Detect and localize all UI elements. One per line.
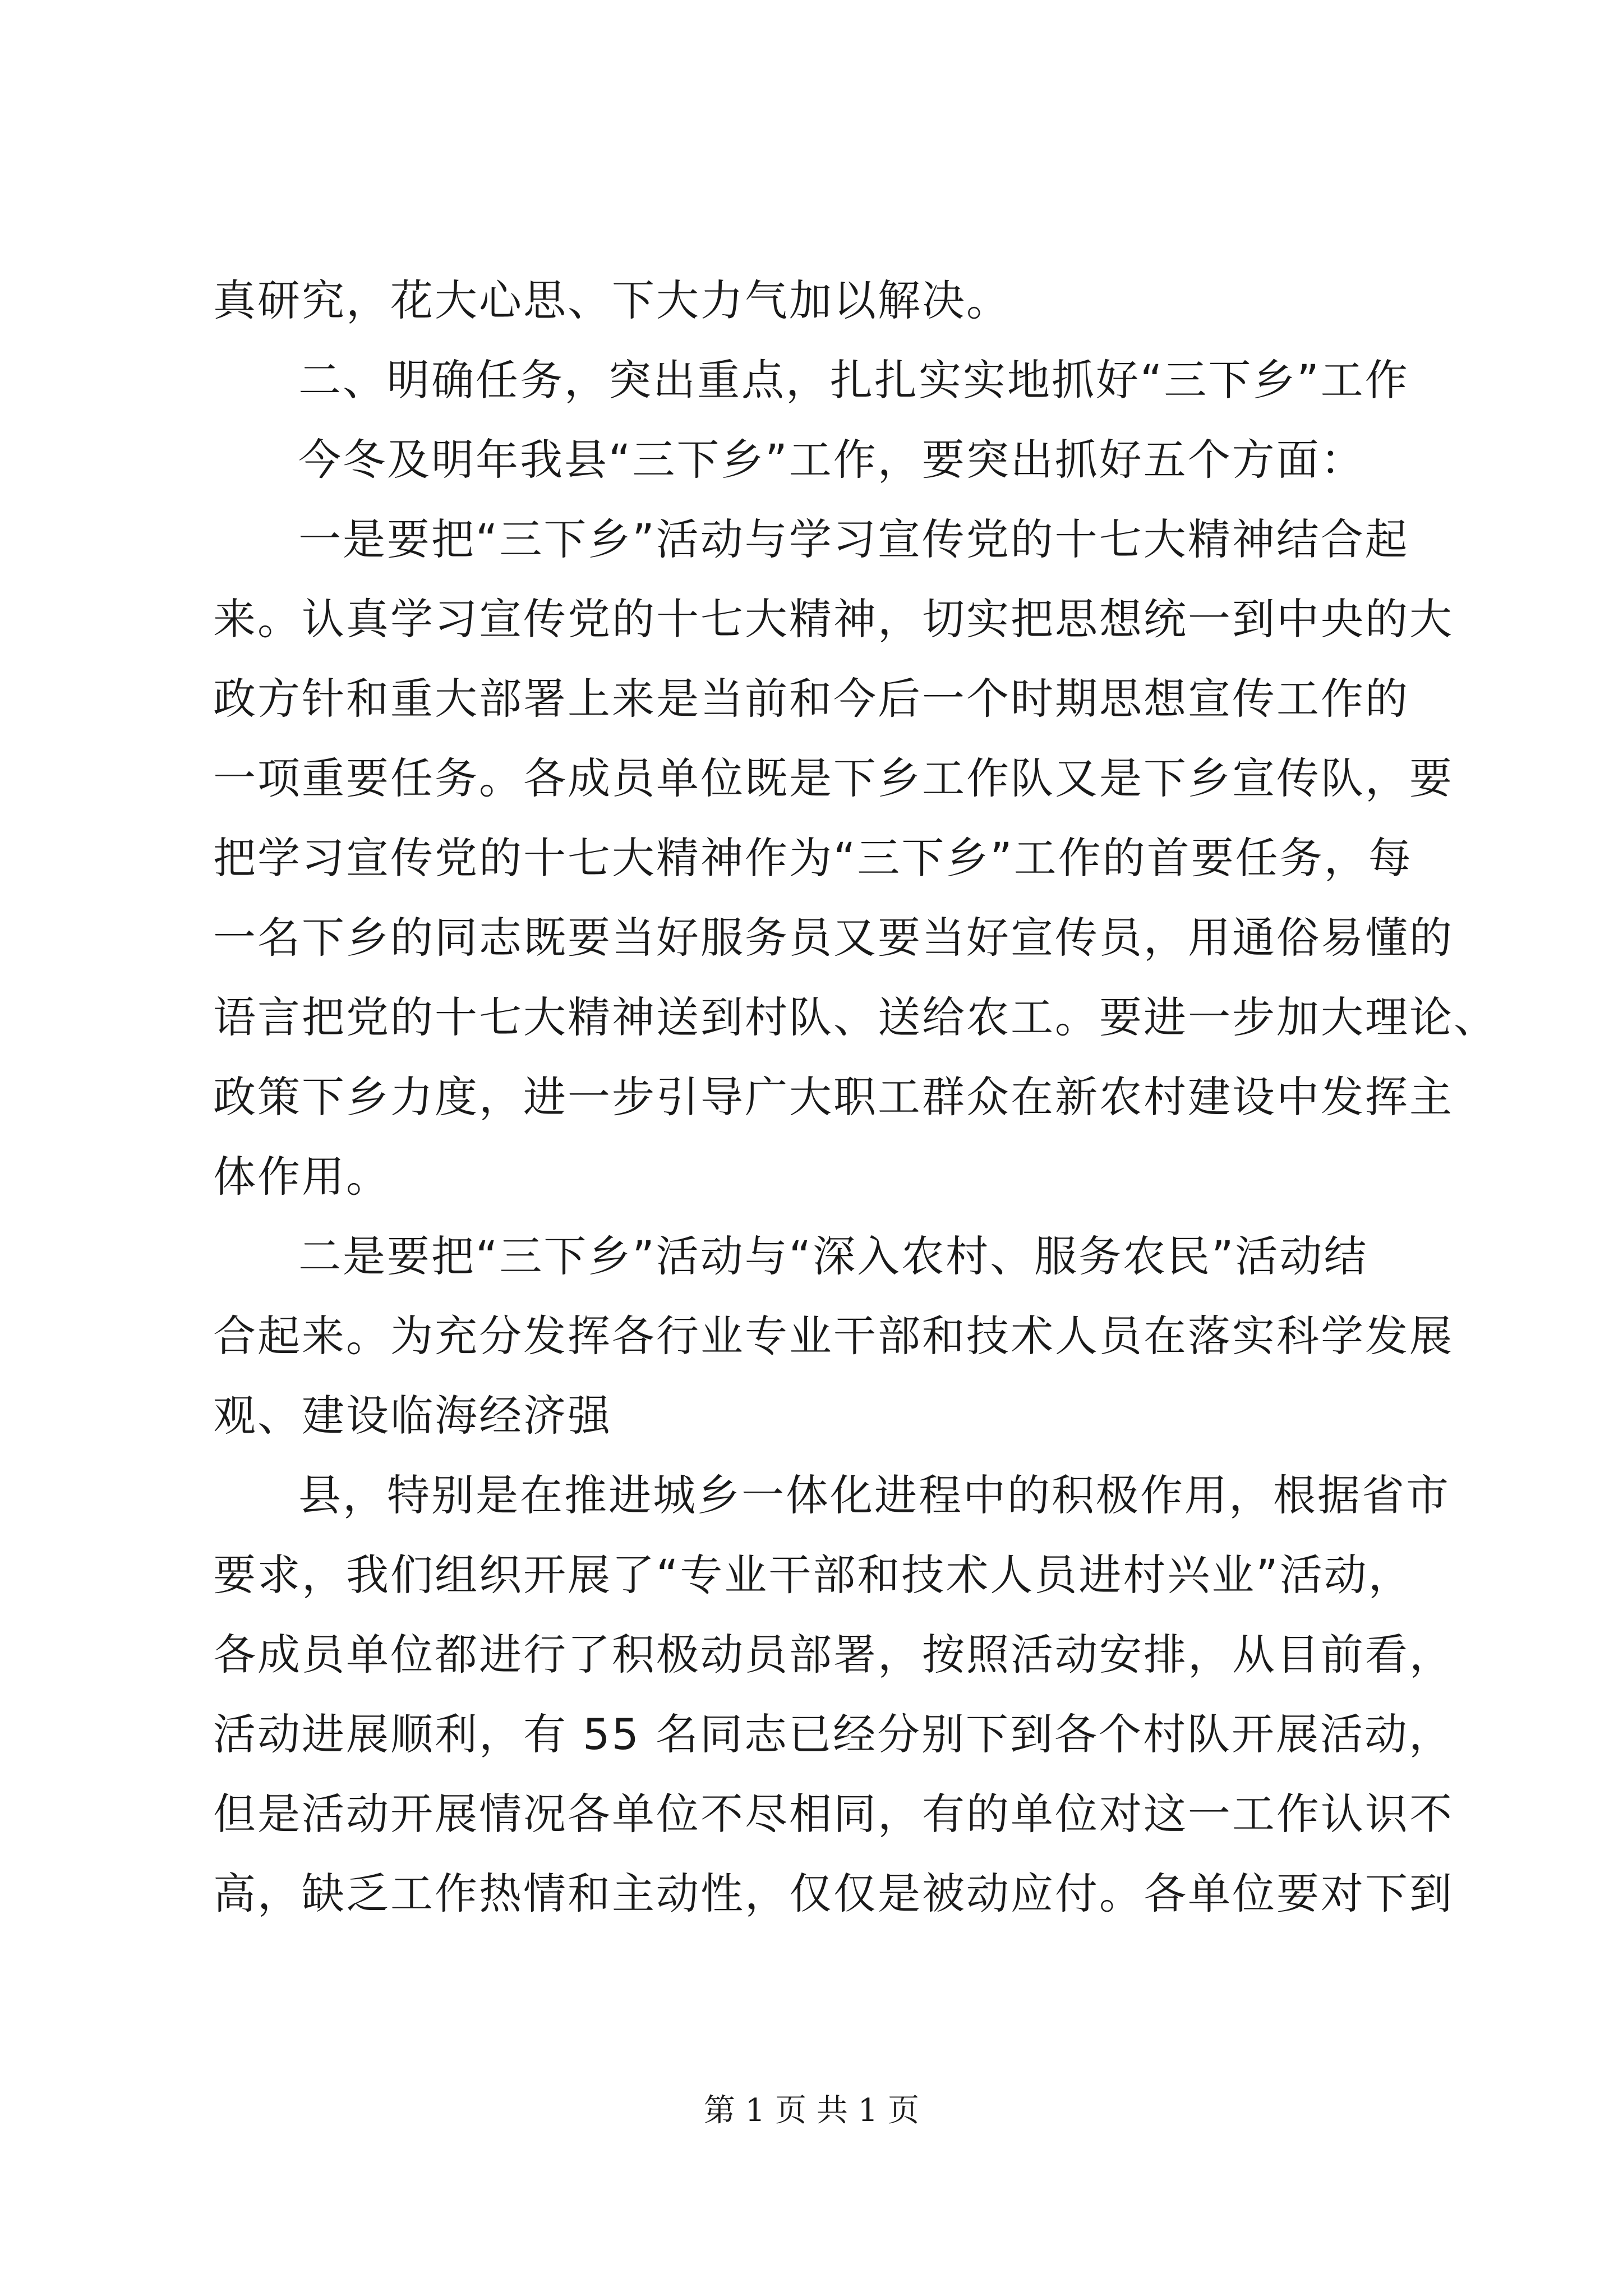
text-line: 今冬及明年我县“三下乡”工作，要突出抓好五个方面： [298, 435, 1365, 485]
page-number-footer: 第 1 页 共 1 页 [703, 2092, 920, 2129]
text-line: 二是要把“三下乡”活动与“深入农村、服务农民”活动结 [298, 1231, 1368, 1281]
text-line: 把学习宣传党的十七大精神作为“三下乡”工作的首要任务，每 [213, 833, 1413, 883]
text-line: 一是要把“三下乡”活动与学习宣传党的十七大精神结合起 [298, 514, 1409, 564]
text-line: 政方针和重大部署上来是当前和今后一个时期思想宣传工作的 [213, 674, 1409, 724]
text-line: 政策下乡力度，进一步引导广大职工群众在新农村建设中发挥主 [213, 1072, 1454, 1122]
section-heading: 二、明确任务，突出重点，扎扎实实地抓好“三下乡”工作 [298, 355, 1409, 405]
text-line: 真研究，花大心思、下大力气加以解决。 [213, 275, 1011, 325]
text-line: 一名下乡的同志既要当好服务员又要当好宣传员，用通俗易懂的 [213, 913, 1454, 963]
text-line: 县，特别是在推进城乡一体化进程中的积极作用，根据省市 [298, 1470, 1450, 1520]
text-line: 来。认真学习宣传党的十七大精神，切实把思想统一到中央的大 [213, 594, 1454, 644]
text-line: 观、建设临海经济强 [213, 1391, 612, 1441]
text-line: 合起来。为充分发挥各行业专业干部和技术人员在落实科学发展 [213, 1311, 1454, 1361]
text-line: 活动进展顺利，有 55 名同志已经分别下到各个村队开展活动， [213, 1709, 1454, 1759]
text-line: 各成员单位都进行了积极动员部署，按照活动安排，从目前看， [213, 1630, 1454, 1680]
text-line: 一项重要任务。各成员单位既是下乡工作队又是下乡宣传队，要 [213, 753, 1454, 803]
text-line: 语言把党的十七大精神送到村队、送给农工。要进一步加大理论、 [213, 992, 1498, 1042]
text-line: 要求，我们组织开展了“专业干部和技术人员进村兴业”活动， [213, 1550, 1413, 1600]
text-line: 体作用。 [213, 1152, 390, 1202]
text-line: 高，缺乏工作热情和主动性，仅仅是被动应付。各单位要对下到 [213, 1869, 1454, 1918]
text-line: 但是活动开展情况各单位不尽相同，有的单位对这一工作认识不 [213, 1789, 1454, 1839]
